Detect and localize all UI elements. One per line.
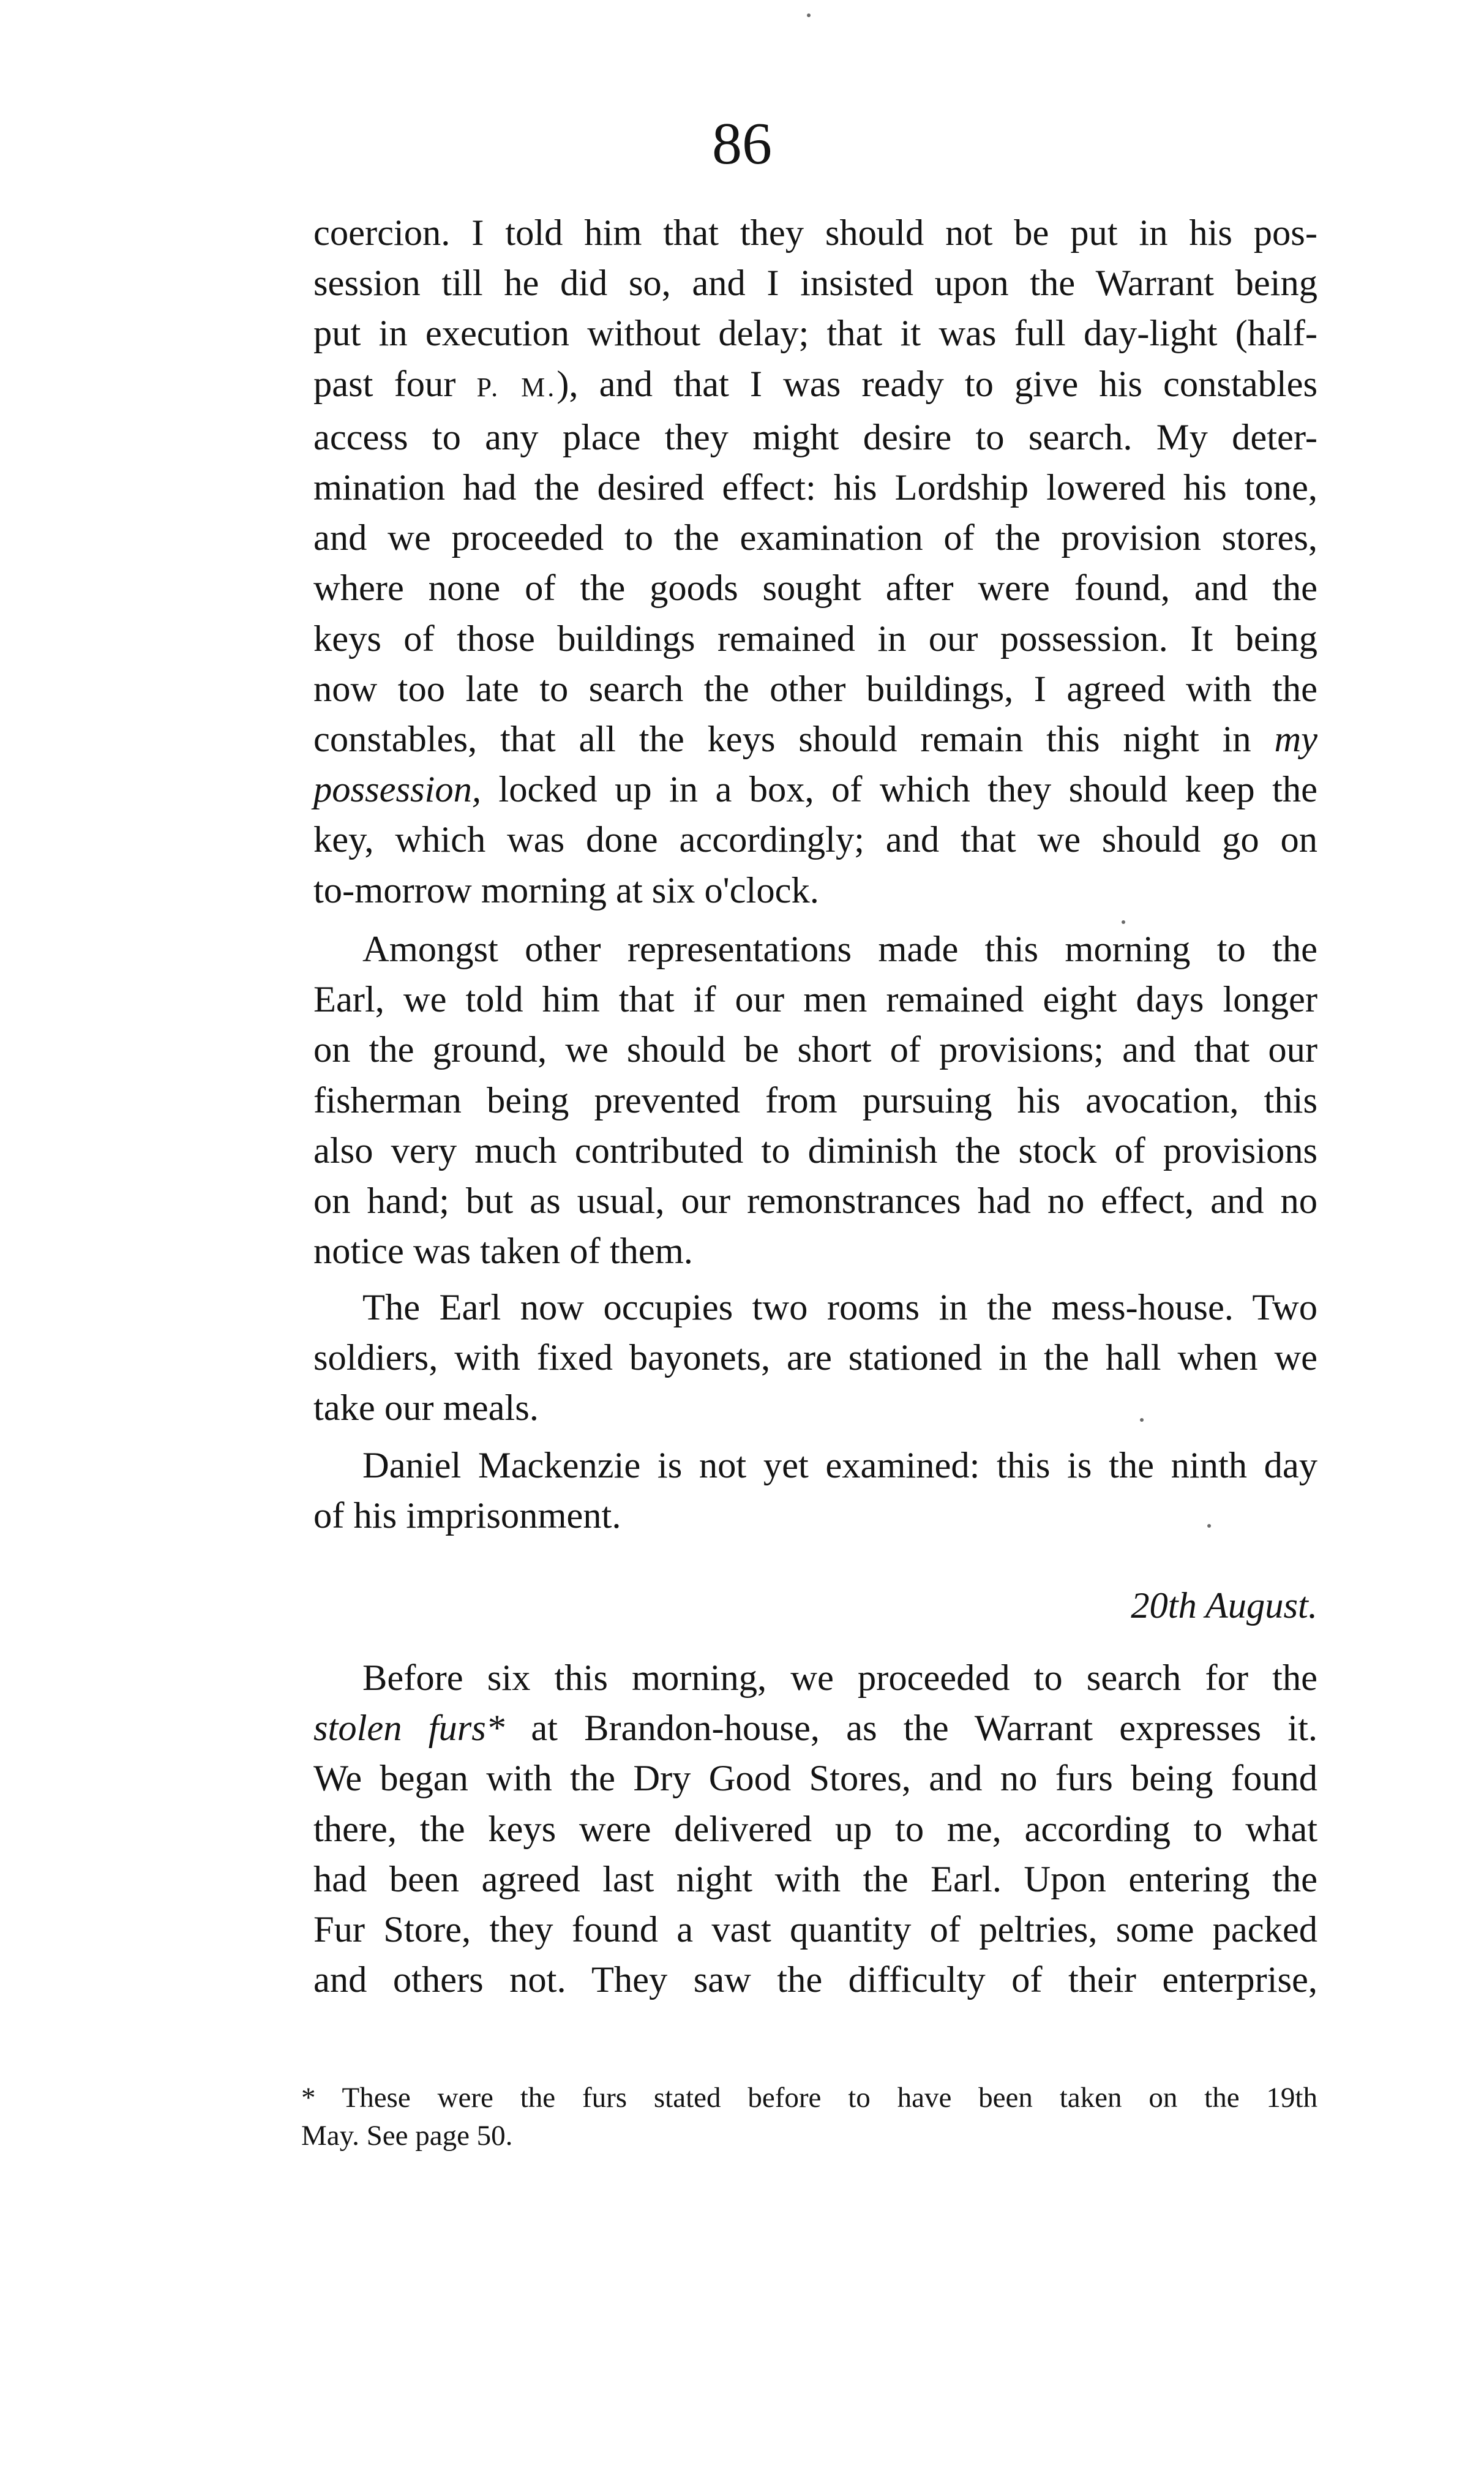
page-speck — [1122, 920, 1125, 924]
text-line: had been agreed last night with the Earl. Upon entering the — [313, 1858, 1317, 1900]
text-line: The Earl now occupies two rooms in the mess-house. Two — [362, 1287, 1317, 1328]
paragraph-warrant-execution — [313, 208, 1317, 916]
footnote — [301, 2079, 1317, 2155]
date-heading: 20th August. — [1131, 1585, 1317, 1626]
paragraph-mackenzie — [313, 1441, 1317, 1541]
italic-emphasis: possession, — [313, 769, 481, 811]
text-line: soldiers, with fixed bayonets, are stationed in the hall when we — [313, 1337, 1317, 1379]
footnote-line: May. See page 50. — [301, 2120, 513, 2152]
page-number: 86 — [712, 111, 772, 177]
text-line: also very much contributed to diminish the stock of provisions — [313, 1130, 1317, 1171]
paragraph-mess-house — [313, 1283, 1317, 1434]
text-line: coercion. I told him that they should not be put in his pos- — [313, 212, 1317, 253]
text-line: Before six this morning, we proceeded to search for the — [362, 1657, 1317, 1699]
text-line: put in execution without delay; that it was full day-light (half- — [313, 313, 1317, 355]
page-speck — [1207, 1524, 1211, 1528]
text-line: key, which was done accordingly; and that we should go on — [313, 819, 1317, 861]
text-line: Fur Store, they found a vast quantity of peltries, some packed — [313, 1909, 1317, 1951]
text-line: and others not. They saw the difficulty of their enterprise, — [313, 1959, 1317, 2001]
text-line: there, the keys were delivered up to me, according to what — [313, 1808, 1317, 1850]
text-line: Daniel Mackenzie is not yet examined: this is the ninth day — [362, 1445, 1317, 1486]
text-fragment: ), and that I was ready to give his constables — [556, 363, 1318, 405]
text-line — [313, 359, 1317, 413]
italic-emphasis: my — [1274, 719, 1318, 760]
text-line — [313, 715, 1317, 765]
text-line: of his imprisonment. — [313, 1495, 621, 1537]
paragraph-representations — [313, 925, 1317, 1277]
page-speck — [1140, 1418, 1144, 1422]
paragraph-fur-search — [313, 1653, 1317, 2005]
text-line: We began with the Dry Good Stores, and no furs being found — [313, 1758, 1317, 1800]
text-line: and we proceeded to the examination of the provision stores, — [313, 517, 1317, 559]
text-line: on hand; but as usual, our remonstrances had no effect, and no — [313, 1181, 1317, 1222]
text-line: on the ground, we should be short of provisions; and that our — [313, 1029, 1317, 1071]
text-line: Earl, we told him that if our men remained eight days longer — [313, 979, 1317, 1021]
text-line: Amongst other representations made this morning to the — [362, 929, 1317, 970]
text-line: notice was taken of them. — [313, 1231, 693, 1272]
text-fragment: locked up in a box, of which they should keep the — [498, 769, 1317, 811]
text-line: now too late to search the other buildings, I agreed with the — [313, 668, 1317, 710]
text-line: access to any place they might desire to search. My deter- — [313, 416, 1317, 458]
text-line — [313, 1703, 1317, 1754]
text-line: where none of the goods sought after were found, and the — [313, 568, 1317, 609]
italic-emphasis: stolen furs* — [313, 1708, 505, 1749]
text-line: mination had the desired effect: his Lordship lowered his tone, — [313, 467, 1317, 509]
text-fragment: past four — [313, 363, 456, 405]
text-line — [313, 765, 1317, 815]
text-line: take our meals. — [313, 1387, 539, 1429]
text-line: to-morrow morning at six o'clock. — [313, 869, 819, 911]
text-fragment: at Brandon-house, as the Warrant expresses it. — [531, 1708, 1318, 1749]
text-fragment: constables, that all the keys should remain this night in — [313, 719, 1251, 760]
time-abbreviation: P. M. — [476, 372, 557, 402]
text-line: fisherman being prevented from pursuing his avocation, this — [313, 1079, 1317, 1121]
text-line: keys of those buildings remained in our possession. It being — [313, 618, 1317, 659]
text-line: session till he did so, and I insisted upon the Warrant being — [313, 263, 1317, 304]
page-speck — [807, 13, 811, 17]
footnote-line: * These were the furs stated before to have been taken on the 19th — [301, 2082, 1317, 2114]
